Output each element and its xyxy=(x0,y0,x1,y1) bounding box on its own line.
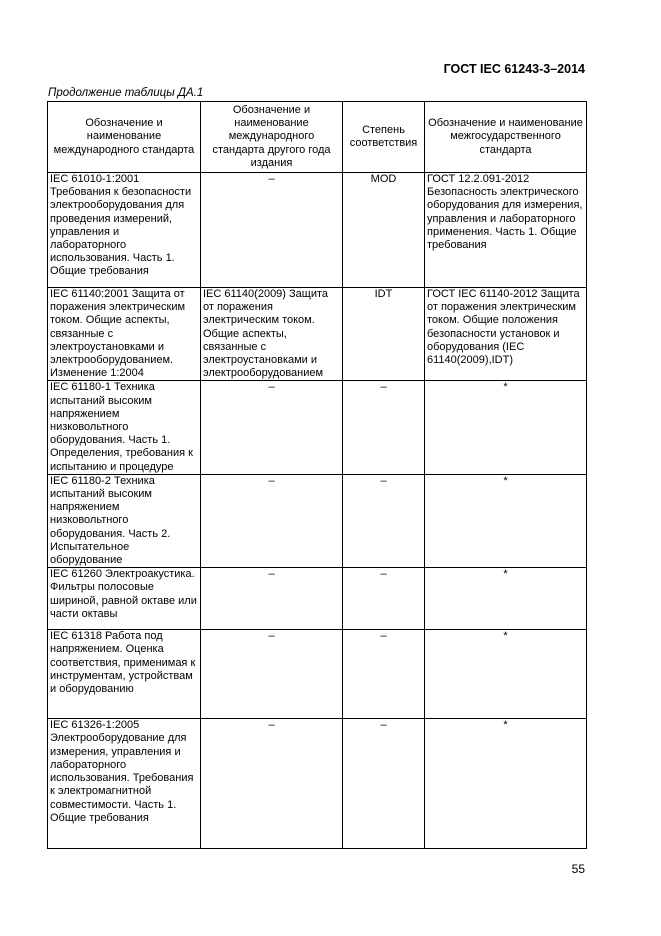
header-degree: Степень соответствия xyxy=(343,102,425,173)
cell-other: – xyxy=(201,568,343,630)
cell-intl: IEC 61180-1 Техника испытаний высоким напряжением низковольтного оборудования. Часть 1. Определения, требования к испытанию и процедуре xyxy=(48,381,201,474)
standards-table xyxy=(47,101,587,849)
table-row xyxy=(48,568,587,630)
cell-degree: MOD xyxy=(343,173,425,288)
header-other-edition: Обозначение и наименование международного стандарта другого года издания xyxy=(201,102,343,173)
table-row xyxy=(48,381,587,474)
cell-other: – xyxy=(201,630,343,719)
cell-interstate: * xyxy=(425,719,587,849)
cell-intl: IEC 61260 Электроакустика. Фильтры полосовые шириной, равной октаве или части октавы xyxy=(48,568,201,630)
cell-intl: IEC 61140:2001 Защита от поражения электрическим током. Общие аспекты, связанные с электроустановками и электрооборудованием. Изменение 1:2004 xyxy=(48,288,201,381)
table-row xyxy=(48,630,587,719)
cell-degree: IDT xyxy=(343,288,425,381)
table-row xyxy=(48,173,587,288)
cell-other: – xyxy=(201,381,343,474)
cell-degree: – xyxy=(343,568,425,630)
page-number: 55 xyxy=(571,862,585,876)
cell-other: – xyxy=(201,474,343,567)
cell-intl: IEC 61318 Работа под напряжением. Оценка соответствия, применимая к инструментам, устройствам и оборудованию xyxy=(48,630,201,719)
cell-other: – xyxy=(201,173,343,288)
table-caption: Продолжение таблицы ДА.1 xyxy=(48,87,204,99)
table-row xyxy=(48,719,587,849)
cell-interstate: * xyxy=(425,381,587,474)
cell-interstate: * xyxy=(425,630,587,719)
document-header: ГОСТ IEC 61243-3–2014 xyxy=(443,62,585,76)
cell-interstate: * xyxy=(425,568,587,630)
table-row xyxy=(48,474,587,567)
cell-intl: IEC 61010-1:2001 Требования к безопасности электрооборудования для проведения измерений, управления и лабораторного использования. Часть 1. Общие требования xyxy=(48,173,201,288)
cell-degree: – xyxy=(343,630,425,719)
table-header-row xyxy=(48,102,587,173)
cell-degree: – xyxy=(343,474,425,567)
cell-degree: – xyxy=(343,381,425,474)
table-row xyxy=(48,288,587,381)
cell-other: – xyxy=(201,719,343,849)
cell-interstate: ГОСТ 12.2.091-2012 Безопасность электрического оборудования для измерения, управления и лабораторного применения. Часть 1. Общие требования xyxy=(425,173,587,288)
header-interstate-standard: Обозначение и наименование межгосударственного стандарта xyxy=(425,102,587,173)
cell-intl: IEC 61326-1:2005 Электрооборудование для измерения, управления и лабораторного использования. Требования к электромагнитной совместимости. Часть 1. Общие требования xyxy=(48,719,201,849)
cell-intl: IEC 61180-2 Техника испытаний высоким напряжением низковольтного оборудования. Часть 2. Испытательное оборудование xyxy=(48,474,201,567)
cell-interstate: ГОСТ IEC 61140-2012 Защита от поражения электрическим током. Общие положения безопасности установок и оборудования (IEC 61140(2009),IDT) xyxy=(425,288,587,381)
cell-other: IEC 61140(2009) Защита от поражения электрическим током. Общие аспекты, связанные с электроустановками и электрооборудованием xyxy=(201,288,343,381)
cell-degree: – xyxy=(343,719,425,849)
cell-interstate: * xyxy=(425,474,587,567)
header-intl-standard: Обозначение и наименование международного стандарта xyxy=(48,102,201,173)
